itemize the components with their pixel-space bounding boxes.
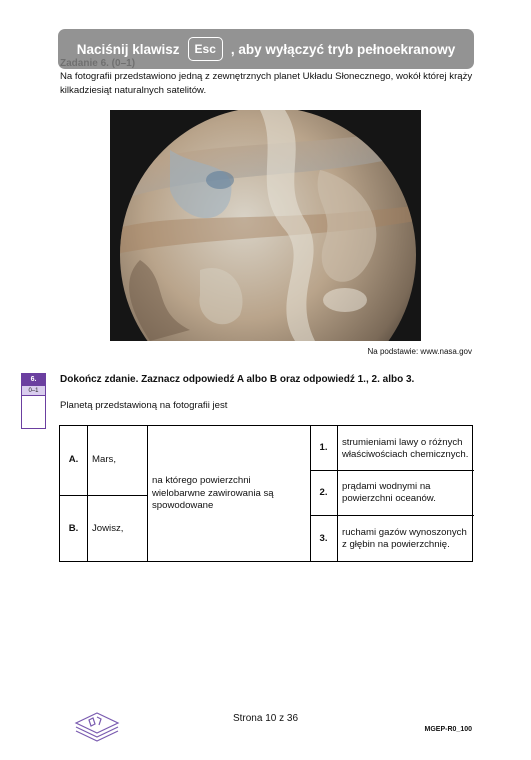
document-code: MGEP-R0_100 (424, 726, 472, 733)
score-range: 0–1 (22, 386, 45, 396)
score-task-number: 6. (22, 374, 45, 386)
answer-table (59, 425, 473, 562)
option-a-label: A. (68, 454, 79, 466)
task-intro: Na fotografii przedstawiono jedną z zewnętrznych planet Układu Słonecznego, wokół której krąży kilkadziesiąt naturalnych satelitów. (60, 71, 473, 96)
esc-key[interactable]: Esc (188, 37, 223, 61)
photo-caption: Na podstawie: www.nasa.gov (367, 347, 472, 356)
option-2-text: prądami wodnymi na powierzchni oceanów. (342, 480, 436, 504)
page-number: Strona 10 z 36 (232, 713, 299, 724)
option-2-label: 2. (319, 486, 328, 498)
option-a-text: Mars, (92, 454, 116, 466)
hint-suffix: , aby wyłączyć tryb pełnoekranowy (230, 41, 456, 57)
option-b[interactable] (60, 496, 87, 562)
option-b-label: B. (68, 522, 79, 534)
table-divider (87, 426, 88, 561)
question-stem: Planetą przedstawioną na fotografii jest (60, 400, 228, 411)
fullscreen-exit-hint (58, 29, 474, 69)
option-3-text: ruchami gazów wynoszonych z głębin na powierzchnię. (342, 526, 467, 550)
hint-prefix: Naciśnij klawisz (76, 41, 180, 57)
option-1-text: strumieniami lawy o różnych właściwościach chemicznych. (342, 436, 469, 460)
score-box (21, 373, 46, 429)
option-3[interactable] (310, 516, 337, 562)
option-a[interactable] (60, 426, 87, 495)
option-3-label: 3. (319, 532, 328, 544)
option-b-text: Jowisz, (92, 522, 124, 534)
option-1-label: 1. (319, 441, 328, 453)
option-2[interactable] (310, 471, 337, 515)
table-divider (337, 426, 338, 561)
planet-photo (110, 110, 421, 341)
table-divider (147, 426, 148, 561)
task-instruction: Dokończ zdanie. Zaznacz odpowiedź A albo B oraz odpowiedź 1., 2. albo 3. (60, 374, 415, 385)
middle-text: na którego powierzchni wielobarwne zawirowania są spowodowane (152, 475, 274, 512)
option-1[interactable] (310, 426, 337, 470)
jupiter-image (110, 110, 421, 341)
